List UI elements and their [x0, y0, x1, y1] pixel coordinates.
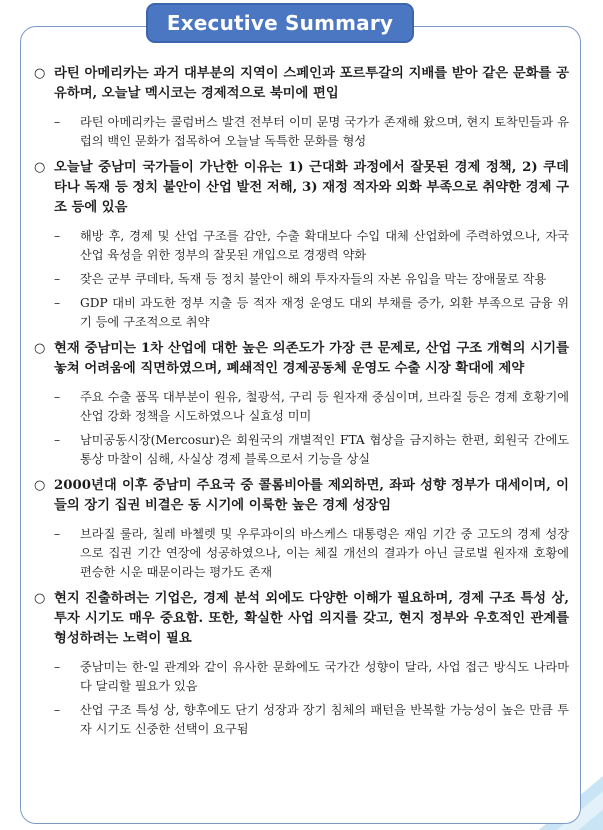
circle-bullet-icon: ○ [34, 341, 46, 356]
sub-point-text: 브라질 룰라, 칠레 바첼렛 및 우루과이의 바스케스 대통령은 재임 기간 중 고도의 경제 성장으로 집권 기간 연장에 성공하였으나, 이는 체질 개선의 결과가 아닌 글로벌 원자재 호황에 편승한 시운 때문이라는 평가도 존재 [80, 527, 569, 579]
sub-point-text: 해방 후, 경제 및 산업 구조를 감안, 수출 확대보다 수입 대체 산업화에 주력하였으나, 자국 산업 육성을 위한 정부의 잘못된 개입으로 경쟁력 약화 [80, 229, 569, 262]
sub-point-text: GDP 대비 과도한 정부 지출 등 적자 재정 운영도 대외 부채를 증가, 외환 부족으로 금융 위기 등에 구조적으로 취약 [80, 296, 569, 329]
main-point-text: 오늘날 중남미 국가들이 가난한 이유는 1) 근대화 과정에서 잘못된 경제 정책, 2) 쿠데타나 독재 등 정치 불안이 산업 발전 저해, 3) 재정 적자와 외화 부족으로 취약한 경제 구조 등에 있음 [54, 160, 569, 215]
sub-point-text: 산업 구조 특성 상, 향후에도 단기 성장과 장기 침체의 패턴을 반복할 가능성이 높은 만큼 투자 시기도 신중한 선택이 요구됨 [80, 703, 569, 736]
main-point-text: 라틴 아메리카는 과거 대부분의 지역이 스페인과 포르투갈의 지배를 받아 같은 문화를 공유하며, 오늘날 멕시코는 경제적으로 북미에 편입 [54, 66, 569, 101]
main-point [34, 476, 569, 516]
summary-section [34, 476, 569, 582]
main-point [34, 158, 569, 218]
page-title: Executive Summary [166, 11, 394, 35]
sub-point-text: 중남미는 한-일 관계와 같이 유사한 문화에도 국가간 성향이 달라, 사업 접근 방식도 나라마다 달리할 필요가 있음 [80, 660, 569, 693]
sub-point-text: 주요 수출 품목 대부분이 원유, 철광석, 구리 등 원자재 중심이며, 브라질 등은 경제 호황기에 산업 강화 정책을 시도하였으나 실효성 미미 [80, 390, 569, 423]
dash-bullet-icon: – [54, 296, 61, 310]
main-point [34, 589, 569, 649]
main-point-text: 2000년대 이후 중남미 주요국 중 콜롬비아를 제외하면, 좌파 성향 정부가 대세이며, 이들의 장기 집권 비결은 동 시기에 이룩한 높은 경제 성장임 [54, 478, 569, 513]
circle-bullet-icon: ○ [34, 66, 46, 81]
sub-point [54, 227, 569, 265]
summary-content [34, 64, 569, 739]
sub-point [54, 388, 569, 426]
dash-bullet-icon: – [54, 527, 61, 541]
main-point-text: 현지 진출하려는 기업은, 경제 분석 외에도 다양한 이해가 필요하며, 경제 구조 특성 상, 투자 시기도 매우 중요함. 또한, 확실한 사업 의지를 갖고, 현지 정부와 우호적인 관계를 형성하려는 노력이 필요 [54, 591, 569, 646]
circle-bullet-icon: ○ [34, 478, 46, 493]
dash-bullet-icon: – [54, 433, 61, 447]
sub-point [54, 658, 569, 696]
summary-section [34, 158, 569, 332]
sub-point [54, 270, 569, 289]
dash-bullet-icon: – [54, 703, 61, 717]
sub-point [54, 294, 569, 332]
dash-bullet-icon: – [54, 229, 61, 243]
sub-point [54, 431, 569, 469]
sub-point-text: 남미공동시장(Mercosur)은 회원국의 개별적인 FTA 협상을 금지하는 한편, 회원국 간에도 통상 마찰이 심해, 사실상 경제 블록으로서 기능을 상실 [80, 433, 569, 466]
sub-point [54, 525, 569, 582]
dash-bullet-icon: – [54, 390, 61, 404]
sub-point [54, 701, 569, 739]
circle-bullet-icon: ○ [34, 160, 46, 175]
summary-section [34, 589, 569, 739]
dash-bullet-icon: – [54, 115, 61, 129]
dash-bullet-icon: – [54, 272, 61, 286]
sub-point-text: 라틴 아메리카는 콜럼버스 발견 전부터 이미 문명 국가가 존재해 왔으며, 현지 토착민들과 유럽의 백인 문화가 접목하여 오늘날 독특한 문화를 형성 [80, 115, 569, 148]
title-banner [146, 3, 414, 43]
sub-point-text: 잦은 군부 쿠데타, 독재 등 정치 불안이 해외 투자자들의 자본 유입을 막는 장애물로 작용 [80, 272, 547, 286]
dash-bullet-icon: – [54, 660, 61, 674]
circle-bullet-icon: ○ [34, 591, 46, 606]
main-point-text: 현재 중남미는 1차 산업에 대한 높은 의존도가 가장 큰 문제로, 산업 구조 개혁의 시기를 놓쳐 어려움에 직면하였으며, 폐쇄적인 경제공동체 운영도 수출 시장 확대에 제약 [54, 341, 569, 376]
main-point [34, 339, 569, 379]
summary-section [34, 339, 569, 469]
sub-point [54, 113, 569, 151]
summary-section [34, 64, 569, 151]
main-point [34, 64, 569, 104]
